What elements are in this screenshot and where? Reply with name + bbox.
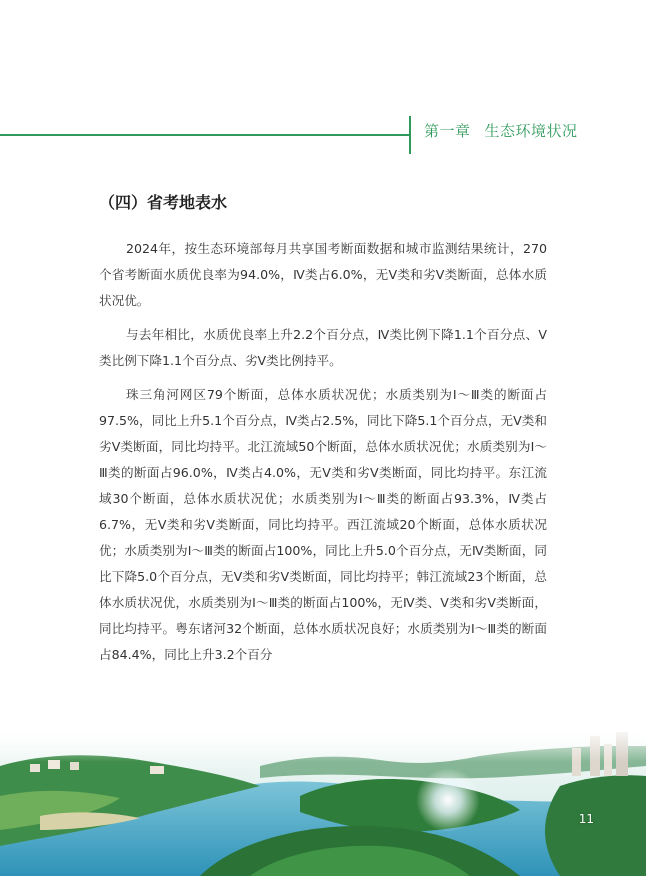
- body-text: [99, 236, 547, 668]
- paragraph-year-comparison: 与去年相比，水质优良率上升2.2个百分点，Ⅳ类比例下降1.1个百分点、Ⅴ类比例下降1.1个百分点、劣Ⅴ类比例持平。: [99, 327, 547, 368]
- chapter-number: 第一章: [424, 122, 471, 140]
- header-divider: [409, 116, 411, 154]
- paragraph-basins: 珠三角河网区79个断面，总体水质状况优；水质类别为Ⅰ～Ⅲ类的断面占97.5%，同比上升5.1个百分点，Ⅳ类占2.5%，同比下降5.1个百分点，无Ⅴ类和劣Ⅴ类断面，同比均持平。北江流域50个断面，总体水质状况优；水质类别为Ⅰ～Ⅲ类的断面占96.0%，Ⅳ类占4.0%，无Ⅴ类和劣Ⅴ类断面，同比均持平。东江流域30个断面，总体水质状况优；水质类别为Ⅰ～Ⅲ类的断面占93.3%，Ⅳ类占6.7%，无Ⅴ类和劣Ⅴ类断面，同比均持平。西江流域20个断面，总体水质状况优；水质类别为Ⅰ～Ⅲ类的断面占100%，同比上升5.0个百分点，无Ⅳ类断面，同比下降5.0个百分点，无Ⅴ类和劣Ⅴ类断面，同比均持平；韩江流域23个断面，总体水质状况优，水质类别为Ⅰ～Ⅲ类的断面占100%，无Ⅳ类、Ⅴ类和劣Ⅴ类断面，同比均持平。粤东诸河32个断面，总体水质状况良好；水质类别为Ⅰ～Ⅲ类的断面占84.4%，同比上升3.2个百分: [99, 387, 547, 662]
- section-title: （四）省考地表水: [99, 193, 228, 212]
- chapter-heading: [424, 120, 578, 141]
- header-rule: [0, 134, 410, 136]
- page-number: 11: [578, 812, 594, 826]
- chapter-title: 生态环境状况: [484, 122, 578, 140]
- landscape-illustration: [0, 726, 646, 876]
- paragraph-summary: 2024年，按生态环境部每月共享国考断面数据和城市监测结果统计，270个省考断面水质优良率为94.0%，Ⅳ类占6.0%，无Ⅴ类和劣Ⅴ类断面，总体水质状况优。: [99, 241, 547, 308]
